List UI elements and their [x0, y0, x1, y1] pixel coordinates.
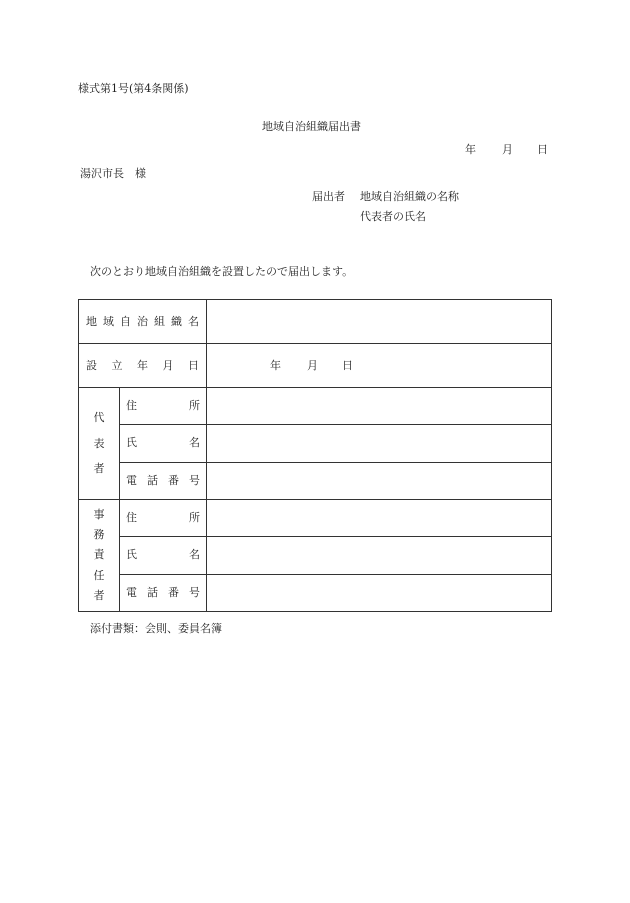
org-name-label: 地域自治組織の名称: [360, 190, 459, 203]
form-number: 様式第1号(第4条関係): [78, 82, 189, 95]
label-char: 務: [93, 528, 105, 542]
label-char: 号: [189, 473, 200, 487]
est-day: 日: [342, 358, 353, 372]
officer-header: [79, 500, 119, 611]
label-char: 話: [147, 585, 158, 599]
rep-name-label: [120, 436, 206, 450]
label-char: 者: [93, 588, 105, 602]
org-name-header: [79, 315, 206, 329]
label-char: 治: [137, 314, 148, 328]
rep-phone-label: [120, 474, 206, 488]
rep-phone-label-cell: [120, 462, 207, 499]
label-char: 所: [189, 399, 200, 413]
off-phone-label-cell: [120, 574, 207, 611]
label-char: 地: [86, 314, 97, 328]
label-char: 氏: [126, 436, 137, 450]
label-char: 年: [137, 358, 148, 372]
label-char: 織: [171, 314, 182, 328]
registration-table: [78, 299, 552, 612]
label-char: 事: [93, 508, 105, 522]
attachments-note: 添付書類：会則、委員名簿: [90, 622, 222, 635]
document-title: 地域自治組織届出書: [262, 120, 361, 133]
label-char: 責: [93, 548, 105, 562]
label-char: 任: [93, 568, 105, 582]
off-phone-label: [120, 586, 206, 600]
label-char: 氏: [126, 548, 137, 562]
rep-phone-value[interactable]: [207, 462, 552, 499]
date-day: 日: [537, 143, 548, 156]
label-char: 番: [168, 473, 179, 487]
off-name-label-cell: [120, 537, 207, 574]
label-char: 自: [120, 314, 131, 328]
representative-label-cell: [79, 388, 120, 500]
off-name-value[interactable]: [207, 537, 552, 574]
label-char: 月: [162, 358, 174, 372]
addressee: 湯沢市長 様: [80, 167, 146, 180]
label-char: 者: [93, 461, 105, 475]
officer-label-cell: [79, 500, 120, 612]
off-phone-value[interactable]: [207, 574, 552, 611]
off-address-value[interactable]: [207, 500, 552, 537]
date-year: 年: [465, 143, 476, 156]
label-char: 立: [111, 358, 123, 372]
rep-name-label-cell: [120, 425, 207, 462]
rep-address-value[interactable]: [207, 388, 552, 425]
label-char: 番: [168, 585, 179, 599]
label-char: 電: [126, 585, 137, 599]
established-label-cell: [79, 344, 207, 388]
label-char: 表: [93, 436, 105, 450]
established-value[interactable]: [207, 344, 552, 388]
established-header: [79, 359, 206, 373]
applicant-label: 届出者: [312, 190, 345, 203]
label-char: 組: [154, 314, 165, 328]
label-char: 電: [126, 473, 137, 487]
intro-text: 次のとおり地域自治組織を設置したので届出します。: [90, 265, 354, 278]
rep-name-label: 代表者の氏名: [360, 210, 426, 223]
label-char: 住: [126, 511, 137, 525]
date-month: 月: [502, 143, 513, 156]
off-address-label-cell: [120, 500, 207, 537]
org-name-value[interactable]: [207, 300, 552, 344]
label-char: 名: [188, 314, 199, 328]
off-address-label: [120, 511, 206, 525]
label-char: 話: [147, 473, 158, 487]
org-name-label-cell: [79, 300, 207, 344]
label-char: 設: [86, 358, 97, 372]
label-char: 域: [103, 314, 114, 328]
label-char: 住: [126, 399, 137, 413]
label-char: 代: [93, 411, 105, 425]
est-month: 月: [307, 358, 318, 372]
label-char: 名: [189, 436, 200, 450]
label-char: 名: [189, 548, 200, 562]
representative-header: [79, 388, 119, 499]
rep-name-value[interactable]: [207, 425, 552, 462]
est-year: 年: [270, 358, 281, 372]
label-char: 日: [188, 358, 199, 372]
rep-address-label-cell: [120, 388, 207, 425]
label-char: 号: [189, 585, 200, 599]
rep-address-label: [120, 399, 206, 413]
off-name-label: [120, 548, 206, 562]
label-char: 所: [189, 511, 200, 525]
